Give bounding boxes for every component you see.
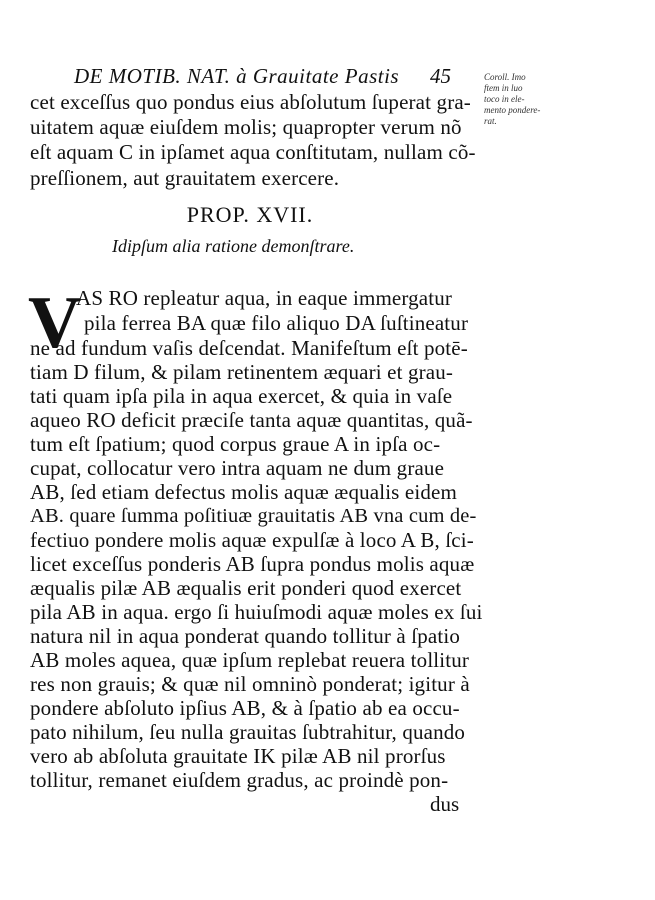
proposition-subtitle: Idipſum alia ratione demonſtrare. <box>112 236 355 256</box>
text-line: pondere abſoluto ipſius AB, & à ſpatio ab ea occu- <box>30 696 460 720</box>
text-line: AB, ſed etiam defectus molis aquæ æqualis eidem <box>30 480 457 504</box>
drop-cap: V <box>28 282 82 364</box>
text-line: cupat, collocatur vero intra aquam ne dum graue <box>30 456 445 480</box>
text-line: æqualis pilæ AB æqualis erit ponderi quod exercet <box>30 576 462 600</box>
text-line: AB moles aquea, quæ ipſum replebat reuera tollitur <box>30 648 470 672</box>
text-line: res non grauis; & quæ nil omninò ponderat; igitur à <box>30 672 470 696</box>
margin-note-line: ftem in luo <box>484 83 523 93</box>
text-line: pila AB in aqua. ergo ſi huiuſmodi aquæ moles ex ſui <box>30 600 483 624</box>
margin-note <box>484 72 560 127</box>
text-line: tiam D filum, & pilam retinentem æquari et grau- <box>30 360 454 384</box>
text-line: AS RO repleatur aqua, in eaque immergatur <box>76 286 453 310</box>
catchword: dus <box>430 792 460 816</box>
text-line: AB. quare ſumma poſitiuæ grauitatis AB vna cum de- <box>30 505 477 527</box>
text-line: natura nil in aqua ponderat quando tollitur à ſpatio <box>30 624 461 648</box>
text-line: preſſionem, aut grauitatem exercere. <box>30 166 340 190</box>
text-line: pato nihilum, ſeu nulla grauitas ſubtrahitur, quando <box>30 720 466 744</box>
text-line: cet exceſſus quo pondus eius abſolutum ſuperat gra- <box>30 90 471 114</box>
margin-note-line: rat. <box>484 116 497 126</box>
proposition-heading: PROP. XVII. <box>186 202 314 227</box>
text-line: aqueo RO deficit præciſe tanta aquæ quantitas, quã- <box>30 408 473 432</box>
text-line: tollitur, remanet eiuſdem gradus, ac proindè pon- <box>30 768 449 792</box>
margin-note-line: Coroll. Imo <box>484 72 526 82</box>
text-line: tum eſt ſpatium; quod corpus graue A in ipſa oc- <box>30 432 441 456</box>
text-line: uitatem aquæ eiuſdem molis; quapropter verum nõ <box>30 115 462 139</box>
text-line: ne ad fundum vaſis deſcendat. Manifeſtum eſt potē- <box>30 336 468 360</box>
text-line: tati quam ipſa pila in aqua exercet, & quia in vaſe <box>30 384 453 408</box>
running-title: DE MOTIB. NAT. à Grauitate Pastis <box>74 64 400 88</box>
margin-note-line: toco in ele- <box>484 94 525 104</box>
text-line: vero ab abſoluta grauitate IK pilæ AB nil prorſus <box>30 744 446 768</box>
margin-note-line: mento pondere- <box>484 105 541 115</box>
text-line: fectiuo pondere molis aquæ expulſæ à loco A B, ſci- <box>30 528 474 552</box>
page-number: 45 <box>430 64 451 88</box>
text-line: pila ferrea BA quæ filo aliquo DA ſuſtineatur <box>84 311 469 335</box>
text-line: eſt aquam C in ipſamet aqua conſtitutam, nullam cõ- <box>30 140 476 164</box>
text-line: licet exceſſus ponderis AB ſupra pondus molis aquæ <box>30 552 475 576</box>
